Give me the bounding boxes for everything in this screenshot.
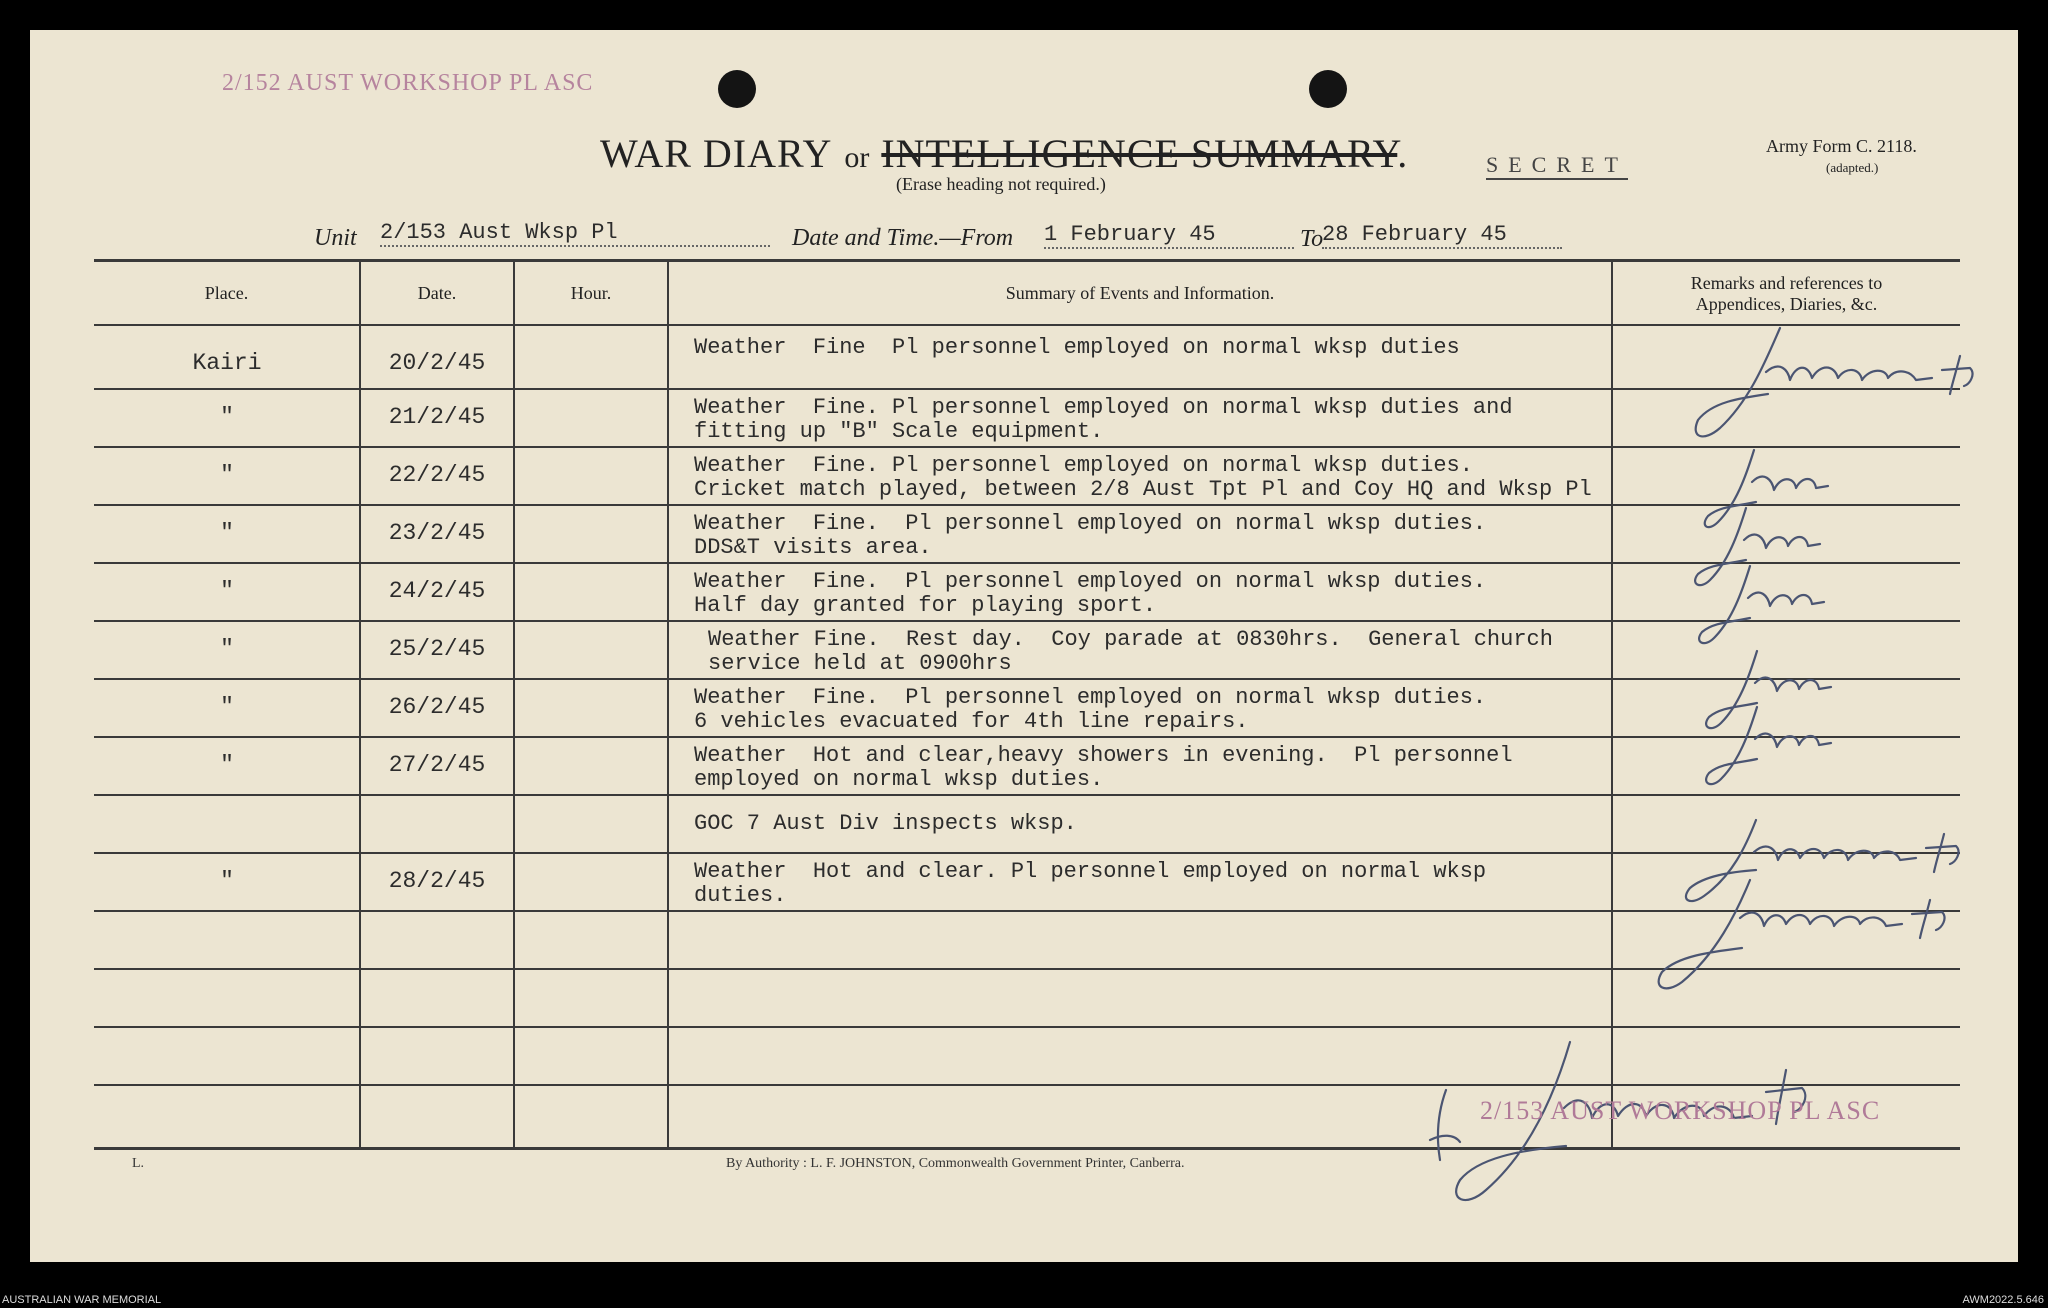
- row-place: ": [220, 578, 234, 604]
- col-divider-place: [359, 262, 361, 1147]
- archive-reference: AWM2022.5.646: [1962, 1294, 2044, 1306]
- row-date: 28/2/45: [388, 868, 486, 894]
- row-summary: Weather Fine Pl personnel employed on normal wksp duties: [694, 335, 1460, 360]
- row-place: ": [220, 462, 234, 488]
- archive-caption: AUSTRALIAN WAR MEMORIAL: [2, 1294, 162, 1306]
- row-summary: Weather Fine. Pl personnel employed on normal wksp duties. DDS&T visits area.: [694, 511, 1487, 560]
- row-summary: Weather Hot and clear. Pl personnel employed on normal wksp duties.: [694, 859, 1487, 908]
- period-from-label: Date and Time.—From: [792, 225, 1014, 251]
- punch-hole-right: [1309, 70, 1347, 108]
- col-header-place: Place.: [204, 283, 249, 303]
- title-war-diary: WAR DIARY: [600, 131, 833, 176]
- initials: [1685, 685, 1885, 795]
- row-summary: GOC 7 Aust Div inspects wksp.: [694, 811, 1077, 836]
- army-form-number: Army Form C. 2118.: [1766, 136, 1917, 156]
- col-divider-date: [513, 262, 515, 1147]
- unit-stamp-bottom: 2/153 AUST WORKSHOP PL ASC: [1480, 1096, 1881, 1125]
- title-period: .: [1397, 131, 1409, 176]
- col-header-remarks-line2: Appendices, Diaries, &c.: [1695, 294, 1878, 314]
- row-place: Kairi: [192, 350, 262, 376]
- punch-hole-left: [718, 70, 756, 108]
- war-diary-sheet: [30, 30, 2018, 1262]
- period-to-label: To: [1300, 226, 1324, 252]
- signature-johnson: [1670, 320, 2030, 460]
- row-place: ": [220, 752, 234, 778]
- form-title: [600, 130, 1408, 177]
- col-header-date: Date.: [417, 283, 457, 303]
- title-struck-heading: INTELLIGENCE SUMMARY: [881, 131, 1398, 176]
- row-summary: Weather Fine. Pl personnel employed on normal wksp duties. Cricket match played, between 2/8 Aust Tpt Pl and Coy HQ and Wksp Pl: [694, 453, 1592, 502]
- col-header-remarks: [1613, 273, 1960, 315]
- row-summary: Weather Hot and clear,heavy showers in evening. Pl personnel employed on normal wksp duties.: [694, 743, 1513, 792]
- army-form-adapted: (adapted.): [1826, 160, 1879, 175]
- classification: SECRET: [1486, 152, 1628, 180]
- row-line: [94, 736, 1960, 738]
- row-line: [94, 794, 1960, 796]
- row-line: [94, 678, 1960, 680]
- unit-stamp-top: 2/152 AUST WORKSHOP PL ASC: [222, 70, 594, 96]
- row-date: 21/2/45: [388, 404, 486, 430]
- title-or: or: [844, 141, 870, 174]
- row-place: ": [220, 636, 234, 662]
- period-from: 1 February 45: [1044, 222, 1294, 249]
- col-header-remarks-line1: Remarks and references to: [1690, 273, 1883, 293]
- unit-value: 2/153 Aust Wksp Pl: [380, 220, 770, 247]
- signature-johnson: [1630, 860, 2010, 1000]
- unit-label: Unit: [314, 225, 357, 251]
- row-summary: Weather Fine. Pl personnel employed on normal wksp duties. Half day granted for playing sport.: [694, 569, 1487, 618]
- row-place: ": [220, 868, 234, 894]
- col-divider-summary: [1611, 262, 1613, 1147]
- row-date: 23/2/45: [388, 520, 486, 546]
- col-divider-hour: [667, 262, 669, 1147]
- commanding-officer-signature: [1390, 1030, 1950, 1230]
- row-date: 24/2/45: [388, 578, 486, 604]
- row-line: [94, 1026, 1960, 1028]
- row-date: 22/2/45: [388, 462, 486, 488]
- title-note: (Erase heading not required.): [896, 174, 1106, 194]
- row-summary: Weather Fine. Rest day. Coy parade at 0830hrs. General church service held at 0900hrs: [708, 627, 1553, 676]
- printer-authority: By Authority : L. F. JOHNSTON, Commonwealth Government Printer, Canberra.: [726, 1156, 1185, 1171]
- col-header-summary: Summary of Events and Information.: [1005, 283, 1275, 303]
- row-date: 20/2/45: [388, 350, 486, 376]
- row-summary: Weather Fine. Pl personnel employed on normal wksp duties and fitting up "B" Scale equipment.: [694, 395, 1513, 444]
- col-header-hour: Hour.: [570, 283, 612, 303]
- row-place: ": [220, 404, 234, 430]
- row-date: 26/2/45: [388, 694, 486, 720]
- footer-code: L.: [132, 1156, 145, 1171]
- row-date: 25/2/45: [388, 636, 486, 662]
- period-to: 28 February 45: [1322, 222, 1562, 249]
- row-summary: Weather Fine. Pl personnel employed on normal wksp duties. 6 vehicles evacuated for 4th line repairs.: [694, 685, 1487, 734]
- table-top-border: [94, 259, 1960, 262]
- row-place: ": [220, 520, 234, 546]
- row-date: 27/2/45: [388, 752, 486, 778]
- row-place: ": [220, 694, 234, 720]
